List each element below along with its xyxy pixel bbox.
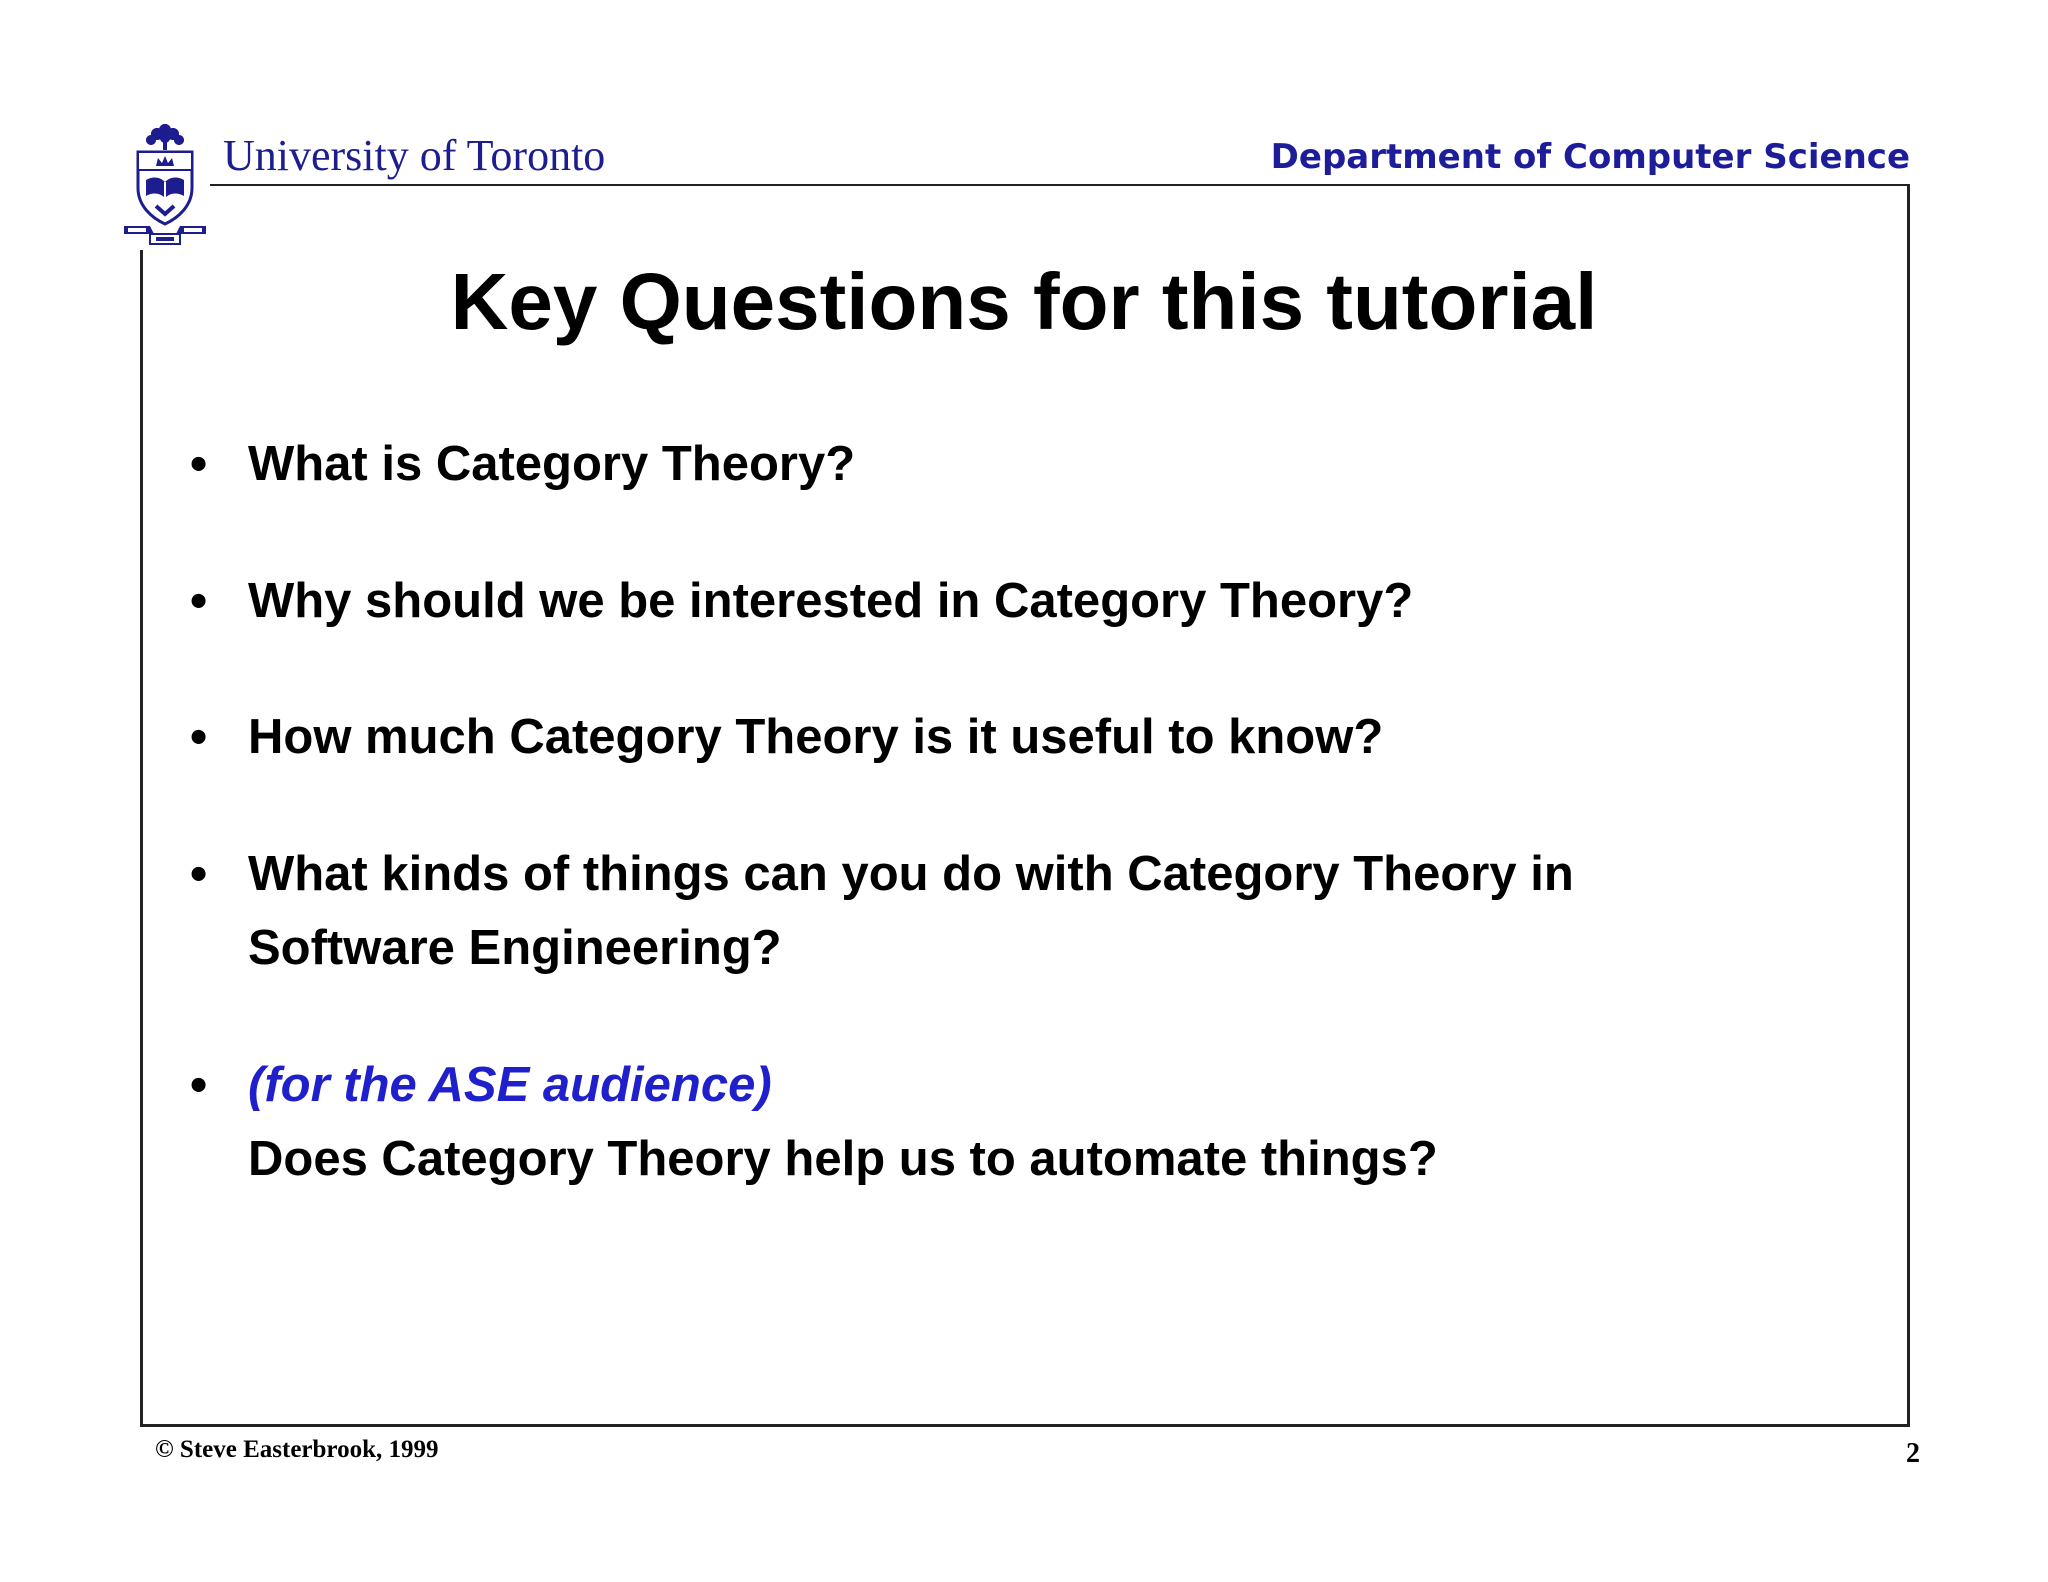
- bullet-marker: •: [190, 574, 208, 628]
- bullet-marker: •: [190, 710, 208, 764]
- bullet-marker: •: [190, 437, 208, 491]
- bullet-line: Software Engineering?: [248, 921, 782, 975]
- bullet-line: Why should we be interested in Category Theory?: [248, 574, 1414, 628]
- university-crest-icon-overlay: [120, 122, 210, 252]
- slide-frame: [140, 184, 1910, 1427]
- bullet-line: How much Category Theory is it useful to know?: [248, 710, 1384, 764]
- page-number: 2: [1906, 1438, 1920, 1469]
- bullet-text: [248, 427, 855, 501]
- bullet-text: [248, 700, 1383, 774]
- bullet-line: What kinds of things can you do with Category Theory in: [248, 847, 1574, 901]
- university-name: University of Toronto: [223, 131, 606, 180]
- bullet-line: Does Category Theory help us to automate things?: [248, 1132, 1438, 1186]
- bullet-marker: •: [190, 1058, 208, 1112]
- department-name: Department of Computer Science: [1270, 137, 1910, 177]
- bullet-marker: •: [190, 847, 208, 901]
- bullet-text: [248, 1048, 1438, 1196]
- slide-title: Key Questions for this tutorial: [450, 257, 1598, 346]
- bullet-line: What is Category Theory?: [248, 437, 856, 491]
- bullet-text: [248, 564, 1413, 638]
- copyright-notice: © Steve Easterbrook, 1999: [155, 1436, 439, 1463]
- bullet-text: [248, 837, 1574, 985]
- audience-note: (for the ASE audience): [248, 1058, 772, 1112]
